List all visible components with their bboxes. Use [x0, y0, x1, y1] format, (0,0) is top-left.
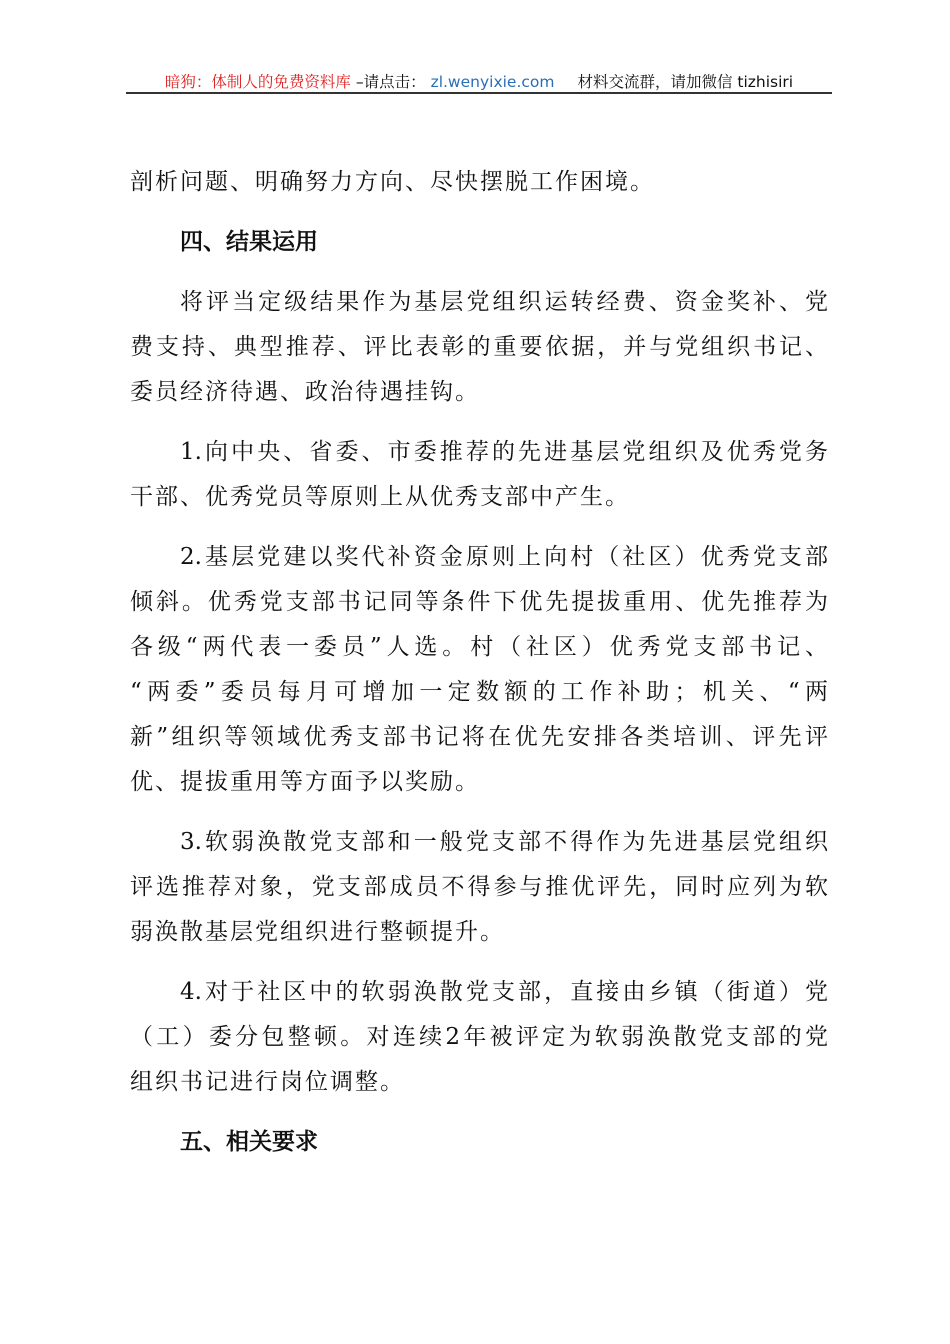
text-line: 各级“两代表一委员”人选。村（社区）优秀党支部书记、	[130, 634, 828, 660]
section-heading	[130, 1123, 828, 1168]
paragraph	[130, 163, 828, 208]
text-line: 1.向中央、省委、市委推荐的先进基层党组织及优秀党务	[180, 439, 828, 465]
text-line: 优、提拔重用等方面予以奖励。	[130, 769, 480, 795]
section-heading	[130, 223, 828, 268]
text-line: 剖析问题、明确努力方向、尽快摆脱工作困境。	[130, 169, 655, 195]
paragraph	[130, 538, 828, 808]
text-line: 组织书记进行岗位调整。	[130, 1069, 405, 1095]
text-line: 新”组织等领域优秀支部书记将在优先安排各类培训、评先评	[130, 724, 828, 750]
text-line: 3.软弱涣散党支部和一般党支部不得作为先进基层党组织	[180, 829, 828, 855]
text-line: 2.基层党建以奖代补资金原则上向村（社区）优秀党支部	[180, 544, 828, 570]
text-line: 费支持、典型推荐、评比表彰的重要依据，并与党组织书记、	[130, 334, 828, 360]
text-line: 四、结果运用	[180, 229, 318, 255]
paragraph	[130, 973, 828, 1108]
document-body	[130, 163, 828, 1183]
header-rule	[126, 92, 832, 94]
paragraph	[130, 433, 828, 523]
text-line: 五、相关要求	[180, 1129, 318, 1155]
paragraph	[130, 823, 828, 958]
paragraph	[130, 283, 828, 418]
text-line: 评选推荐对象，党支部成员不得参与推优评先，同时应列为软	[130, 874, 828, 900]
site-link[interactable]: zl.wenyixie.com	[430, 73, 555, 91]
text-line: 将评当定级结果作为基层党组织运转经费、资金奖补、党	[180, 289, 828, 315]
text-line: 倾斜。优秀党支部书记同等条件下优先提拔重用、优先推荐为	[130, 589, 828, 615]
group-info: 材料交流群，请加微信 tizhisiri	[577, 73, 794, 91]
text-line: 弱涣散基层党组织进行整顿提升。	[130, 919, 505, 945]
page-header	[126, 70, 832, 92]
header-prompt: –请点击：	[355, 73, 426, 91]
text-line: 干部、优秀党员等原则上从优秀支部中产生。	[130, 484, 630, 510]
site-name: 暗狗：体制人的免费资料库	[164, 73, 351, 91]
text-line: 4.对于社区中的软弱涣散党支部，直接由乡镇（街道）党	[180, 979, 828, 1005]
text-line: 委员经济待遇、政治待遇挂钩。	[130, 379, 480, 405]
text-line: “两委”委员每月可增加一定数额的工作补助；机关、“两	[130, 679, 828, 705]
text-line: （工）委分包整顿。对连续2年被评定为软弱涣散党支部的党	[130, 1024, 828, 1050]
